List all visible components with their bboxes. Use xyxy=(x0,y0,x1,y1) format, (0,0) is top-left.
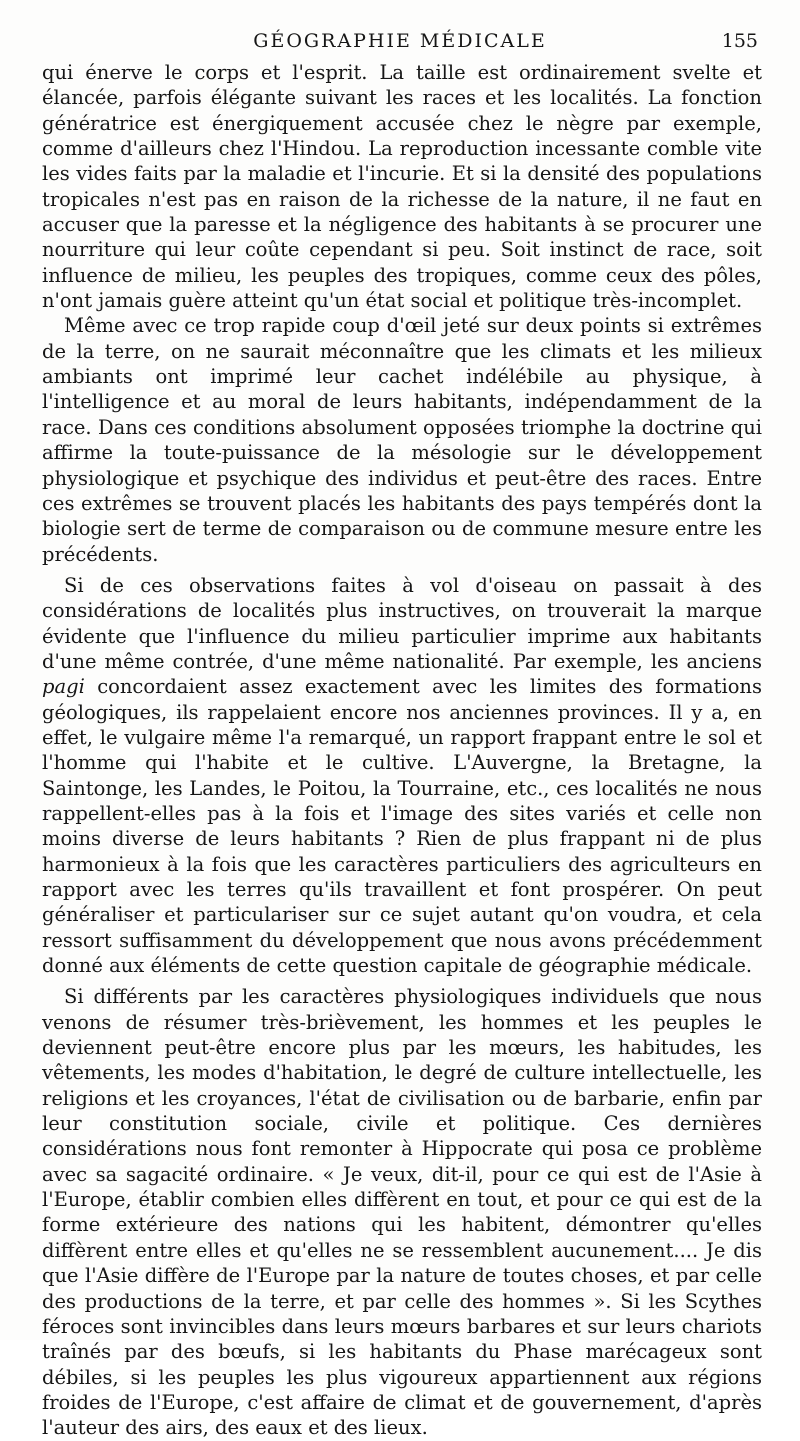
body-text xyxy=(42,60,762,1441)
paragraph-3-part-1: Si de ces observations faites à vol d'oiseau on passait à des considérations de localités plus instructives, on trouverait la marque évidente que l'influence du milieu particulier imprime aux habitants d'une même contrée, d'une même nationalité. Par exemple, les anciens xyxy=(42,573,762,673)
paragraph-2: Même avec ce trop rapide coup d'œil jeté sur deux points si extrêmes de la terre, on ne saurait méconnaître que les climats et les milieux ambiants ont imprimé leur cachet indélébile au physique, à l'intelligence et au moral de leurs habitants, indépendamment de la race. Dans ces conditions absolument opposées triomphe la doctrine qui affirme la toute-puissance de la mésologie sur le développement physiologique et psychique des individus et peut-être des races. Entre ces extrêmes se trouvent placés les habitants des pays tempérés dont la biologie sert de terme de comparaison ou de commune mesure entre les précédents. xyxy=(42,314,762,566)
paragraph-3-italic: pagi xyxy=(42,675,85,699)
paragraph-4: Si différents par les caractères physiologiques individuels que nous venons de résumer très-brièvement, les hommes et les peuples le deviennent peut-être encore plus par les mœurs, les habitudes, les vêtements, les modes d'habitation, le degré de culture intellectuelle, les religions et les croyances, l'état de civilisation ou de barbarie, enfin par leur constitution sociale, civile et politique. Ces dernières considérations nous font remonter à Hippocrate qui posa ce problème avec sa sagacité ordinaire. « Je veux, dit-il, pour ce qui est de l'Asie à l'Europe, établir combien elles diffèrent en tout, et pour ce qui est de la forme extérieure des nations qui les habitent, démontrer qu'elles diffèrent entre elles et qu'elles ne se ressemblent aucunement.... Je dis que l'Asie diffère de l'Europe par la nature de toutes choses, et par celle des productions de la terre, et par celle des hommes ». Si les Scythes féroces sont invincibles dans leurs mœurs barbares et sur leurs chariots traînés par des bœufs, si les habitants du Phase marécageux sont débiles, si les peuples les plus vigoureux appartiennent aux régions froides de l'Europe, c'est affaire de climat et de gouvernement, d'après l'auteur des airs, des eaux et des lieux. xyxy=(42,985,762,1440)
paragraph-1: qui énerve le corps et l'esprit. La taille est ordinairement svelte et élancée, parfois élégante suivant les races et les localités. La fonction génératrice est énergiquement accusée chez le nègre par exemple, comme d'ailleurs chez l'Hindou. La reproduction incessante comble vite les vides faits par la maladie et l'incurie. Et si la densité des populations tropicales n'est pas en raison de la richesse de la nature, il ne faut en accuser que la paresse et la négligence des habitants à se procurer une nourriture qui leur coûte cependant si peu. Soit instinct de race, soit influence de milieu, les peuples des tropiques, comme ceux des pôles, n'ont jamais guère atteint qu'un état social et politique très-incomplet. xyxy=(42,61,762,313)
page-number: 155 xyxy=(721,30,758,52)
paragraph-3 xyxy=(42,573,762,979)
paragraph-3-part-2: concordaient assez exactement avec les limites des formations géologiques, ils rappelaient encore nos anciennes provinces. Il y a, en effet, le vulgaire même l'a remarqué, un rapport frappant entre le sol et l'homme qui l'habite et le cultive. L'Auvergne, la Bretagne, la Saintonge, les Landes, le Poitou, la Tourraine, etc., ces localités ne nous rappellent-elles pas à la fois et l'image des sites variés et celle non moins diverse de leurs habitants ? Rien de plus frappant ni de plus harmonieux à la fois que les caractères particuliers des agriculteurs en rapport avec les terres qu'ils travaillent et font prospérer. On peut généraliser et particulariser sur ce sujet autant qu'on voudra, et cela ressort suffisamment du développement que nous avons précédemment donné aux éléments de cette question capitale de géographie médicale. xyxy=(42,675,762,978)
header-title: GÉOGRAPHIE MÉDICALE xyxy=(253,30,547,52)
running-header xyxy=(42,30,758,60)
